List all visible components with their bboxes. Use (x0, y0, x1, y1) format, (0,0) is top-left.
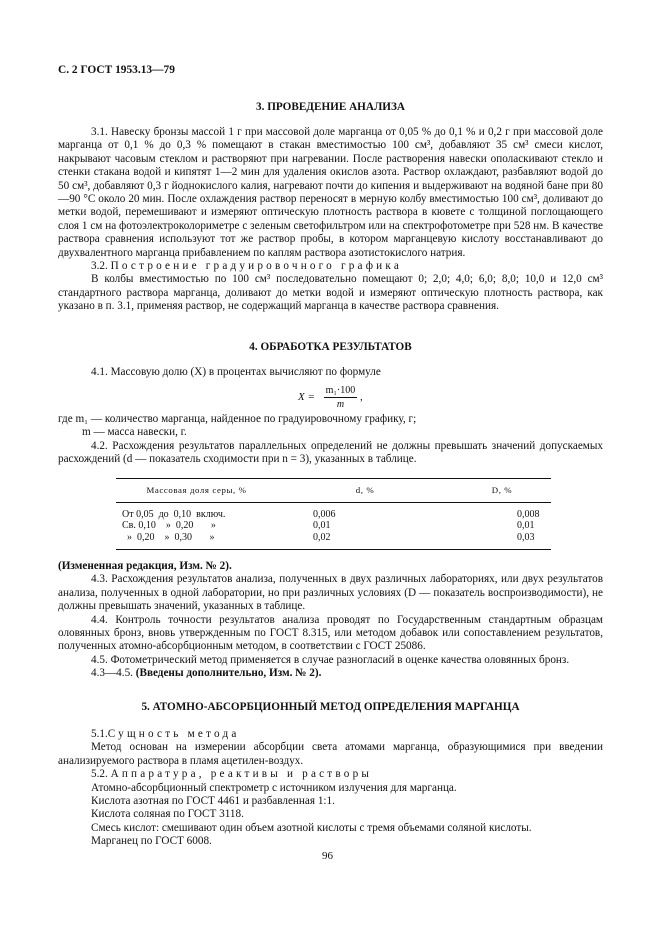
formula-fraction (324, 384, 358, 412)
table-header-D: D, % (453, 479, 551, 503)
paragraph-3-2: В колбы вместимостью по 100 см³ последовательно помещают 0; 2,0; 4,0; 6,0; 8,0; 10,0 и 12,0 см³ стандартного раствора марганца, доливают до метки водой и измеряют оптическую плотность раствора, как указано в п. 3.1, применяя раствор, не содержащий марганца в качестве раствора сравнения. (58, 273, 603, 313)
table-header-row (116, 479, 551, 503)
paragraph-5-1-title: Сущность метода (107, 728, 240, 740)
table-cell: Св. 0,10 » 0,20 » (122, 520, 216, 531)
paragraph-5-2-title: Аппаратура, реактивы и растворы (110, 768, 373, 781)
amendment-note-2-prefix: 4.3—4.5. (91, 667, 133, 680)
formula-numerator: m₁·100 (324, 384, 358, 398)
table-row (116, 532, 551, 550)
page-number: 96 (322, 850, 333, 862)
table-cell: » 0,20 » 0,30 » (116, 532, 277, 550)
paragraph-3-2-title: Построение градуировочного графика (110, 260, 402, 273)
amendment-note-1: (Измененная редакция, Изм. № 2). (58, 560, 232, 572)
section-4-title: 4. ОБРАБОТКА РЕЗУЛЬТАТОВ (249, 341, 412, 353)
formula-lhs: X = (298, 391, 315, 404)
table-cell: 0,008 (517, 508, 540, 520)
paragraph-5-2-number: 5.2. (91, 768, 108, 781)
formula-denominator: m (336, 399, 345, 411)
amendment-note-2: (Введены дополнительно, Изм. № 2). (135, 667, 322, 680)
paragraph-4-3: 4.3. Расхождения результатов анализа, полученных в двух различных лабораториях, или двух результатов анализа, полученных в одной лаборатории, но при различных условиях (D — показатель воспроизводимости), не должны превышать значений, указанных в таблице. (58, 573, 603, 613)
table-cell: 0,01 (517, 520, 535, 531)
paragraph-5-1-heading (58, 728, 603, 741)
definition-m1: где m₁ — количество марганца, найденное по градуировочному графику, г; (58, 413, 417, 425)
paragraph-3-2-number: 3.2. (91, 260, 108, 273)
tolerance-table (116, 478, 551, 550)
page-header: С. 2 ГОСТ 1953.13—79 (58, 64, 175, 76)
formula (298, 384, 363, 412)
section-4-definitions (58, 413, 603, 467)
paragraph-3-1: 3.1. Навеску бронзы массой 1 г при массовой доле марганца от 0,05 % до 0,1 % и 0,2 г при массовой доле марганца от 0,1 % до 0,3 % помещают в стакан вместимостью 100 см³, добавляют 35 см³ смеси кислот, накрывают часовым стеклом и растворяют при нагревании. После растворения навески ополаскивают стекло и стенки стакана водой и кипятят 1—2 мин для удаления окислов азота. Раствор охлаждают, разбавляют водой до 50 см³, добавляют 0,3 г йоднокислого калия, нагревают почти до кипения и выдерживают на водяной бане при 80—90 °С около 20 мин. После охлаждения раствор переносят в мерную колбу вместимостью 100 см³, доливают до метки водой, перемешивают и измеряют оптическую плотность раствора в кювете с толщиной поглощающего слоя 1 см на фотоэлектроколориметре с зеленым светофильтром или на спектрофотометре при 528 нм. В качестве раствора сравнения используют тот же раствор пробы, в котором марганцевую кислоту восстанавливают до двухвалентного марганца прибавлением по каплям раствора азотистокислого натрия. (58, 126, 603, 259)
section-3-body (58, 126, 603, 314)
list-item: Кислота азотная по ГОСТ 4461 и разбавленная 1:1. (91, 795, 335, 808)
paragraph-4-1-wrap (58, 366, 603, 379)
table-header-mass-fraction: Массовая доля серы, % (116, 479, 277, 503)
table-cell: 0,03 (453, 532, 551, 550)
paragraph-5-1: Метод основан на измерении абсорбции света атомами марганца, образующимися при введении анализируемого раствора в пламя ацетилен-воздух. (58, 741, 603, 767)
paragraph-5-1-number: 5.1. (91, 728, 108, 740)
table-cell: От 0,05 до 0,10 включ. (122, 508, 226, 520)
list-item: Кислота соляная по ГОСТ 3118. (91, 808, 244, 821)
section-5-body (58, 728, 603, 849)
section-5-title: 5. АТОМНО-АБСОРБЦИОННЫЙ МЕТОД ОПРЕДЕЛЕНИЯ МАРГАНЦА (141, 701, 520, 713)
table-row (116, 520, 551, 532)
table-row (116, 502, 551, 520)
formula-tail: , (360, 391, 363, 404)
paragraph-4-4: 4.4. Контроль точности результатов анализа проводят по Государственным стандартным образцам оловянных бронз, вновь утвержденным по ГОСТ 8.315, или методом добавок или сопоставлением результатов, полученных атомно-абсорбционным методом, в соответствии с ГОСТ 25086. (58, 613, 603, 653)
list-item: Марганец по ГОСТ 6008. (91, 835, 212, 848)
paragraph-4-5: 4.5. Фотометрический метод применяется в случае разногласий в оценке качества оловянных бронз. (91, 653, 570, 666)
table-cell: 0,01 (313, 520, 331, 531)
definition-m: m — масса навески, г. (82, 426, 187, 439)
list-item: Атомно-абсорбционный спектрометр с источником излучения для марганца. (91, 781, 457, 794)
section-4-tail (58, 560, 603, 681)
table-cell: 0,02 (277, 532, 453, 550)
table-cell: 0,006 (313, 508, 336, 520)
table-header-d: d, % (277, 479, 453, 503)
paragraph-4-2: 4.2. Расхождения результатов параллельных определений не должны превышать значений допускаемых расхождений (d — показатель сходимости при n = 3), указанных в таблице. (58, 439, 603, 466)
paragraph-4-1: 4.1. Массовую долю (X) в процентах вычисляют по формуле (91, 366, 381, 378)
paragraph-5-2-heading (58, 768, 603, 781)
list-item: Смесь кислот: смешивают один объем азотной кислоты с тремя объемами соляной кислоты. (91, 821, 532, 834)
amendment-note-2-line (58, 667, 603, 680)
section-3-title: 3. ПРОВЕДЕНИЕ АНАЛИЗА (256, 101, 405, 113)
paragraph-3-2-heading (58, 260, 603, 273)
